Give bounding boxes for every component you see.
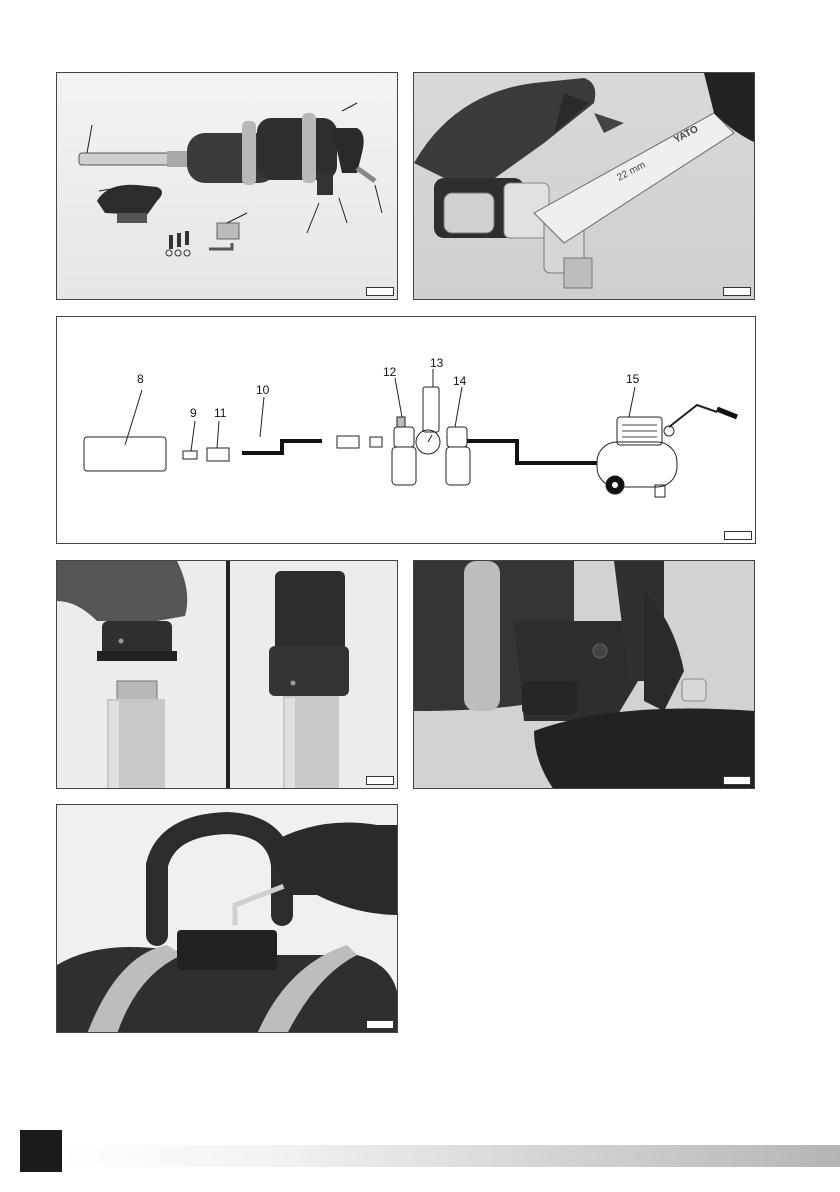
wrench-brand-label: YATO bbox=[672, 123, 701, 146]
tool-parts-illustration bbox=[57, 73, 398, 300]
diagram-label-11: 11 bbox=[214, 406, 227, 420]
figure-direction-switch bbox=[413, 560, 755, 789]
figure-tool-parts bbox=[56, 72, 398, 300]
figure-number-tag bbox=[723, 776, 751, 785]
figure-number-tag bbox=[366, 1020, 394, 1029]
wrench-size-label: 22 mm bbox=[615, 159, 648, 184]
wrench-fitting-illustration bbox=[414, 73, 755, 300]
diagram-label-14: 14 bbox=[453, 374, 467, 388]
diagram-label-9: 9 bbox=[190, 406, 197, 420]
diagram-label-15: 15 bbox=[626, 372, 640, 386]
diagram-label-12: 12 bbox=[383, 365, 397, 379]
socket-mounting-illustration bbox=[57, 561, 398, 789]
diagram-label-8: 8 bbox=[137, 372, 144, 386]
diagram-label-13: 13 bbox=[430, 356, 444, 370]
footer-gradient-bar bbox=[62, 1145, 840, 1167]
figure-socket-mounting bbox=[56, 560, 398, 789]
handle-mounting-illustration bbox=[57, 805, 398, 1033]
figure-number-tag bbox=[366, 776, 394, 785]
direction-switch-illustration bbox=[414, 561, 755, 789]
figure-number-tag bbox=[366, 287, 394, 296]
diagram-label-10: 10 bbox=[256, 383, 270, 397]
figure-number-tag bbox=[723, 287, 751, 296]
figure-handle-mounting bbox=[56, 804, 398, 1033]
figure-number-tag bbox=[724, 531, 752, 540]
figure-air-supply-diagram bbox=[56, 316, 756, 544]
air-supply-diagram-svg bbox=[57, 317, 756, 544]
figure-wrench-fitting bbox=[413, 72, 755, 300]
page-number-block bbox=[20, 1130, 62, 1172]
